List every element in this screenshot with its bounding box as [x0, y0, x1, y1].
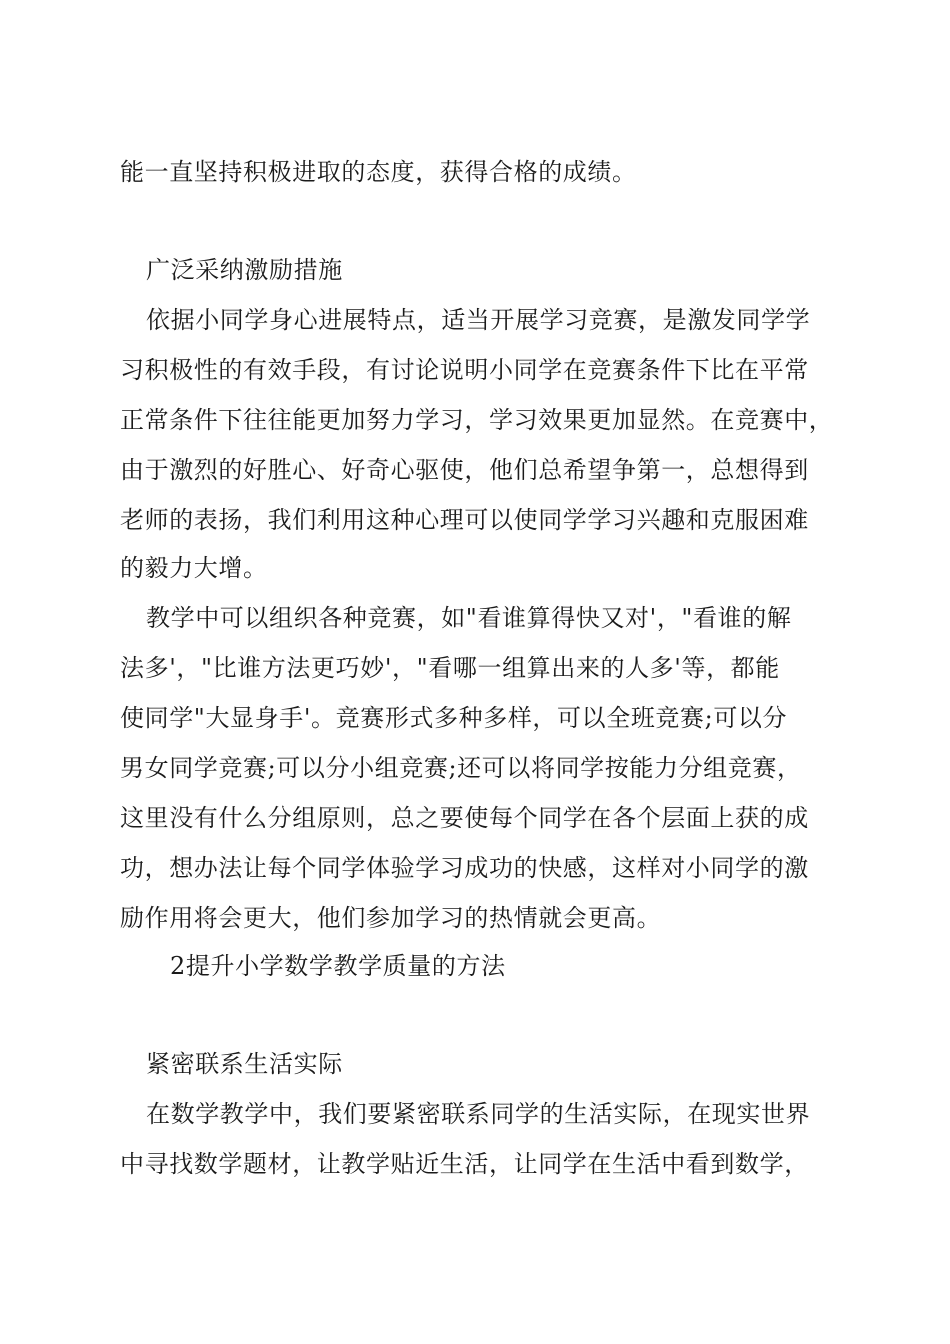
section-heading: 紧密联系生活实际	[146, 1050, 343, 1078]
paragraph-line: 男女同学竞赛;可以分小组竞赛;还可以将同学按能力分组竞赛，	[120, 754, 802, 782]
paragraph-line: 正常条件下往往能更加努力学习，学习效果更加显然。在竞赛中，	[120, 406, 834, 434]
paragraph-line: 中寻找数学题材，让教学贴近生活，让同学在生活中看到数学，	[120, 1150, 809, 1178]
paragraph-line: 老师的表扬，我们利用这种心理可以使同学学习兴趣和克服困难	[120, 506, 809, 534]
section-heading: 广泛采纳激励措施	[146, 256, 343, 284]
paragraph-line: 教学中可以组织各种竞赛，如"看谁算得快又对'，"看谁的解	[146, 604, 792, 632]
paragraph-line: 法多'，"比谁方法更巧妙'，"看哪一组算出来的人多'等，都能	[120, 654, 780, 682]
paragraph-line: 能一直坚持积极进取的态度，获得合格的成绩。	[120, 158, 637, 186]
paragraph-line: 这里没有什么分组原则，总之要使每个同学在各个层面上获的成	[120, 804, 809, 832]
paragraph-line: 在数学教学中，我们要紧密联系同学的生活实际，在现实世界	[146, 1100, 811, 1128]
chapter-heading: 2提升小学数学教学质量的方法	[170, 952, 506, 980]
paragraph-line: 的毅力大增。	[120, 554, 268, 582]
paragraph-line: 励作用将会更大，他们参加学习的热情就会更高。	[120, 904, 662, 932]
paragraph-line: 使同学"大显身手'。竞赛形式多种多样，可以全班竞赛;可以分	[120, 704, 788, 732]
paragraph-line: 由于激烈的好胜心、好奇心驱使，他们总希望争第一，总想得到	[120, 456, 809, 484]
paragraph-line: 习积极性的有效手段，有讨论说明小同学在竞赛条件下比在平常	[120, 356, 809, 384]
paragraph-line: 依据小同学身心进展特点，适当开展学习竞赛，是激发同学学	[146, 306, 811, 334]
paragraph-line: 功，想办法让每个同学体验学习成功的快感，这样对小同学的激	[120, 854, 809, 882]
